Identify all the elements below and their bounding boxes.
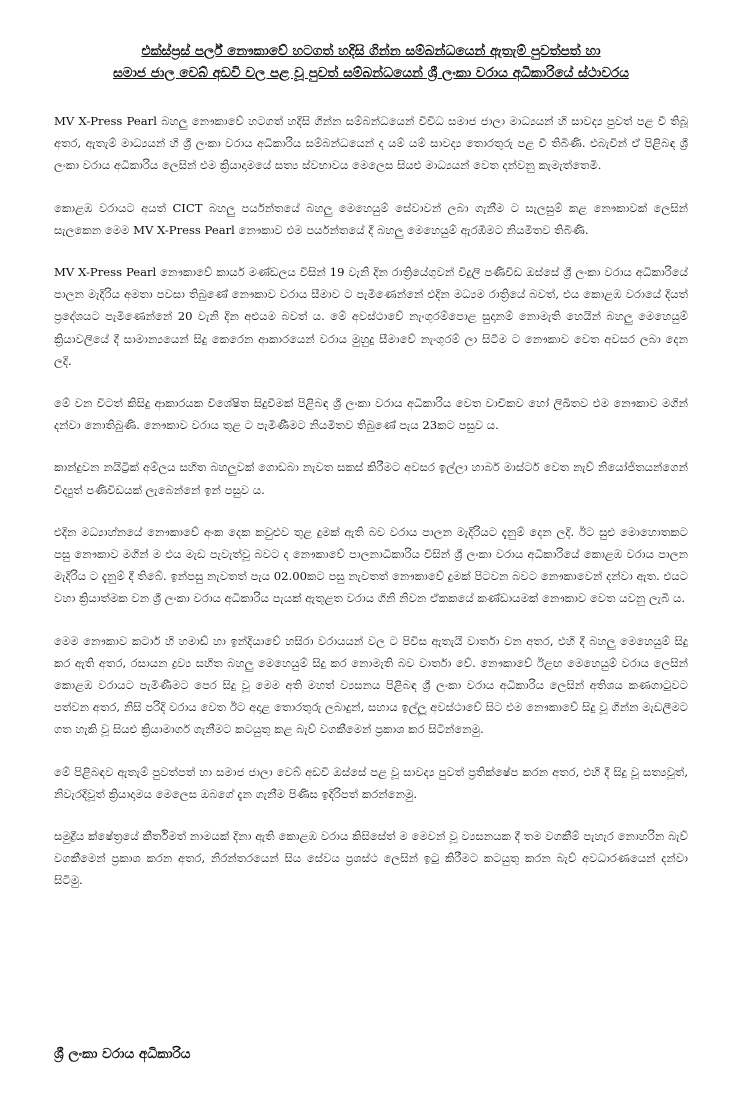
paragraph-5: කාන්දුවන නයිට්‍රික් අම්ලය සහිත බහලුවක් ගොඩබා නැවත සකස් කිරීමට අවසර ඉල්ලා හාබර් මාස්ටර් වෙත නැව් නියෝජිතයන්ගෙන් විද්‍යුත් පණිවිඩයක් ලැබෙන්නේ ඉන් පසුව ය. [54,460,688,497]
paragraph-7: මෙම නෞකාව කටාර් හි හමාඩ් හා ඉන්දියාවේ හසිරා වරායයන් වල ට පිවිස ඇතැයි වාර්තා වන අතර, එහි දී බහලු මෙහෙයුම් සිදු කර ඇති අතර, රසායන ද්‍රව්‍ය සහිත බහලු මෙහෙයුම් සිදු කර නොමැති බව වාර්තා වේ. නෞකාවේ ඊළඟ මෙහෙයුම් වරාය ලෙසින් කොළඹ වරායට පැමිණීමට පෙර සිදු වූ මෙම අති මහත් ව්‍යසනය පිළිබඳ ශ්‍රී ලංකා වරාය අධිකාරිය ලෙසින් අතිශය කණගාටුවට පත්වන අතර, නිසි පරිදි වරාය වෙත ඊට අදාළ තොරතුරු ලබාදුන්, සහාය ඉල්ලූ අවස්ථාවේ සිට එම නෞකාවේ සිදු වූ ගින්න මැඩලීමට ගත හැකි වූ සියළු ක්‍රියාමාර්ග ගැනීමට කටයුතු කළ බැව් වගකීමෙන් ප්‍රකාශ කර සිටින්නෙමු. [54,633,688,737]
title-line-1: එක්ස්ප්‍රස් පර්ල් නෞකාවේ හටගත් හදිසි ගින්න සම්බන්ධයෙන් ඇතැම් පුවත්පත් හා [141,43,601,59]
paragraph-8: මේ පිළිබඳව ඇතැම් පුවත්පත් හා සමාජ ජාලා වෙබ් අඩවි ඔස්සේ පළ වූ සාවද්‍ය පුවත් ප්‍රතික්ෂේප කරන අතර, එහි දී සිදු වූ සත්‍යවූත්, නිවැරදිවූත් ක්‍රියාදාමය මෙලෙස ඔබගේ දැන ගැනීම පිණිස ඉදිරිපත් කරන්නෙමු. [54,764,688,801]
paragraph-2: කොළඹ වරායට අයත් CICT බහලු පර්යන්තයේ බහලු මෙහෙයුම් සේවාවන් ලබා ගැනීම ට සැලසුම් කළ නෞකාවක් ලෙසින් සැලකෙන මෙම MV X-Press Pearl නෞකාව එම පර්යන්තයේ දී බහලු මෙහෙයුම් ඇරඹීමට නියමිතව තිබිණි. [54,200,688,237]
paragraph-6: එදින මධ්‍යාහ්නයේ නෞකාවේ අංක දෙක කවුළුව තුළ දුමක් ඇති බව වරාය පාලන මැදිරියට දැනුම් දෙන ලදි. ඊට සුළු මොහොතකට පසු නෞකාව මගින් ම එය මැඩ පැවැත්වූ බවට ද නෞකාවේ පාලනාධිකාරිය විසින් ශ්‍රී ලංකා වරාය අධිකාරියේ කොළඹ වරාය පාලන මැදිරිය ට දැනුම් දී තිබේ. ඉන්පසු නැවතත් පැය 02.00කට පසු නැවතත් නෞකාවේ දුමක් පිටවන බවට නෞකාවෙන් දන්වා ඇත. එයට වහා ක්‍රියාත්මක වන ශ්‍රී ලංකා වරාය අධිකාරිය පැයක් ඇතුළත වරාය ගිනි නිවන ඒකකයේ කණ්ඩායමක් නෞකාව වෙත යවනු ලැබී ය. [54,524,688,606]
paragraph-3: MV X-Press Pearl නෞකාවේ කාර්ය මණ්ඩලය විසින් 19 වැනි දින රාත්‍රියේගුවන් විදුලි පණිවිඩ ඔස්සේ ශ්‍රී ලංකා වරාය අධිකාරියේ පාලන මැදිරිය අමතා පවසා තිබුණේ නෞකාව වරාය සීමාව ට පැමිණෙන්නේ එදින මධ්‍යම රාත්‍රියේ බවත්, එය කොළඹ වරායේ දියත් ප්‍රදේශයට පැමිණෙන්නේ 20 වැනි දින අළුයම බවත් ය. මේ අවස්ථාවේ නැංගුරම්පොළ සුදානම් නොමැති හෙයින් බහලු මෙහෙයුම් ක්‍රියාවලියේ දී සාමාන්‍යයෙන් සිදු කෙරෙන ආකාරයෙන් වරාය මුහුදු සීමාවේ නැංගුරම් ලා සිටීම ට නෞකාව වෙත අවසර ලබා දෙන ලදි. [54,265,688,368]
paragraph-1: MV X-Press Pearl බහලු නෞකාවේ හටගත් හදිසි ගින්න සම්බන්ධයෙන් විවිධ සමාජ ජාලා මාධ්‍යයන් හි සාවද්‍ය පුවත් පළ වී තිබූ අතර, ඇතැම් මාධ්‍යයන් හි ශ්‍රී ලංකා වරාය අධිකාරිය සම්බන්ධයෙන් ද යම් යම් සාවද්‍ය තොරතුරු පළ වී තිබිණි. එබැවින් ඒ පිළිබඳ ශ්‍රී ලංකා වරාය අධිකාරිය ලෙසින් එම ක්‍රියාදාමයේ සත්‍ය ස්වභාවය මෙලෙස සියළු මාධ්‍යයන් වෙත දන්වනු කැමැත්තෙමි. [54,114,688,173]
paragraph-4: මේ වන විටත් කිසිදු ආකාරයක විශේෂිත සිදුවීමක් පිළිබඳ ශ්‍රී ලංකා වරාය අධිකාරිය වෙත වාචිකව හෝ ලිඛිතව එම නෞකාව මගින් දන්වා නොතිබුණි. නෞකාව වරාය තුළ ට පැමිණීමට නියමිතව තිබුණේ පැය 23කට පසුව ය. [54,396,688,433]
signature-authority: ශ්‍රී ලංකා වරාය අධිකාරිය [54,1046,191,1062]
title-line-2: සමාජ ජාල වෙබ් අඩවි වල පළ වූ පුවත් සම්බන්ධයෙන් ශ්‍රී ලංකා වරාය අධිකාරියේ ස්ථාවරය [113,65,629,81]
paragraph-9: සමුද්‍රීය ක්ෂේත්‍රයේ කීර්තිමත් නාමයක් දිනා ඇති කොළඹ වරාය කිසිසේත් ම මෙවන් වූ ව්‍යසනයක දී තම වගකීම් පැහැර නොහරින බැව් වගකීමෙන් ප්‍රකාශ කරන අතර, නිරන්තරයෙන් සිය සේවය ප්‍රශස්ථ ලෙසින් ඉටු කිරීමට කටයුතු කරන බැව් අවධාරණයෙන් දන්වා සිටිමු. [54,829,689,888]
document-title [54,40,688,84]
